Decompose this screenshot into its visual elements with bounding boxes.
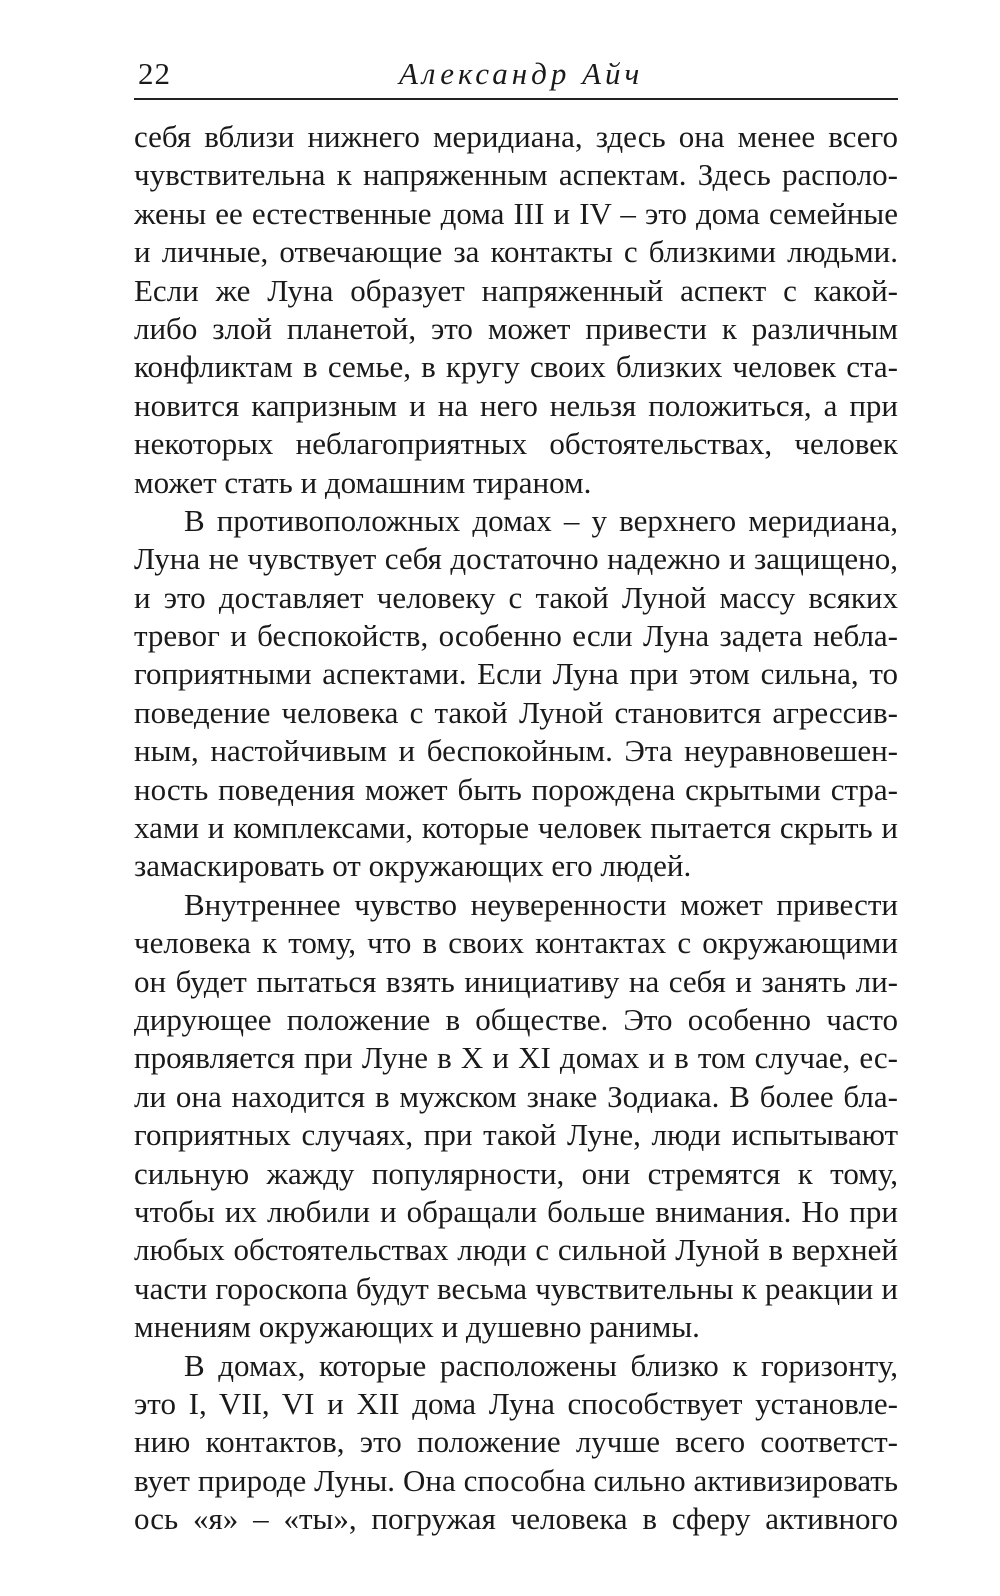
text-line: любых обстоятельствах люди с сильной Луной в верхней <box>134 1232 898 1268</box>
text-line: и это доставляет человеку с такой Луной массу всяких <box>134 579 898 615</box>
text-line: себя вблизи нижнего меридиана, здесь она менее всего <box>134 119 898 154</box>
text-line: мнениям окружающих и душевно ранимы. <box>134 1309 700 1345</box>
text-line: тревог и беспокойств, особенно если Луна задета небла- <box>134 618 898 654</box>
text-line: В противоположных домах – у верхнего меридиана, <box>184 502 898 538</box>
text-line: либо злой планетой, это может привести к различным <box>134 310 898 346</box>
text-line: может стать и домашним тираном. <box>134 464 592 500</box>
text-line: гоприятными аспектами. Если Луна при этом сильна, то <box>134 656 898 692</box>
running-head-author: Александр Айч <box>399 56 644 91</box>
text-line: ось «я» – «ты», погружая человека в сферу активного <box>134 1501 898 1537</box>
text-line: хами и комплексами, которые человек пытается скрыть и <box>134 810 898 846</box>
text-line: Луна не чувствует себя достаточно надежно и защищено, <box>134 541 898 577</box>
body-text <box>134 118 898 1538</box>
text-line: чувствительна к напряженным аспектам. Здесь располо- <box>134 157 898 193</box>
text-line: вует природе Луны. Она способна сильно активизировать <box>134 1462 898 1498</box>
text-line: замаскировать от окружающих его людей. <box>134 848 692 884</box>
text-line: Внутреннее чувство неуверенности может привести <box>184 886 898 922</box>
text-line: некоторых неблагоприятных обстоятельствах, человек <box>134 426 898 462</box>
text-line: сильную жажду популярности, они стремятся к тому, <box>134 1155 898 1191</box>
text-line: ным, настойчивым и беспокойным. Эта неуравновешен- <box>134 733 898 769</box>
text-line: это I, VII, VI и XII дома Луна способствует установле- <box>134 1385 898 1421</box>
text-line: части гороскопа будут весьма чувствительны к реакции и <box>134 1270 898 1306</box>
text-line: жены ее естественные дома III и IV – это дома семейные <box>134 195 898 231</box>
text-line: новится капризным и на него нельзя положиться, а при <box>134 387 898 423</box>
text-line: В домах, которые расположены близко к горизонту, <box>184 1347 898 1383</box>
text-line: дирующее положение в обществе. Это особенно часто <box>134 1001 898 1037</box>
text-line: проявляется при Луне в X и XI домах и в том случае, ес- <box>134 1040 898 1076</box>
text-line: чтобы их любили и обращали больше внимания. Но при <box>134 1193 898 1229</box>
text-line: и личные, отвечающие за контакты с близкими людьми. <box>134 234 898 270</box>
text-line: гоприятных случаях, при такой Луне, люди испытывают <box>134 1117 898 1153</box>
text-line: поведение человека с такой Луной становится агрессив- <box>134 694 898 730</box>
text-line: конфликтам в семье, в кругу своих близких человек ста- <box>134 349 898 385</box>
text-line: человека к тому, что в своих контактах с окружающими <box>134 925 898 961</box>
text-line: он будет пытаться взять инициативу на себя и занять ли- <box>134 963 898 999</box>
running-head <box>134 52 898 100</box>
text-line: нию контактов, это положение лучше всего соответст- <box>134 1424 898 1460</box>
page-number: 22 <box>138 56 171 91</box>
text-line: ность поведения может быть порождена скрытыми стра- <box>134 771 898 807</box>
text-line: Если же Луна образует напряженный аспект с какой- <box>134 272 898 308</box>
text-line: ли она находится в мужском знаке Зодиака. В более бла- <box>134 1078 898 1114</box>
